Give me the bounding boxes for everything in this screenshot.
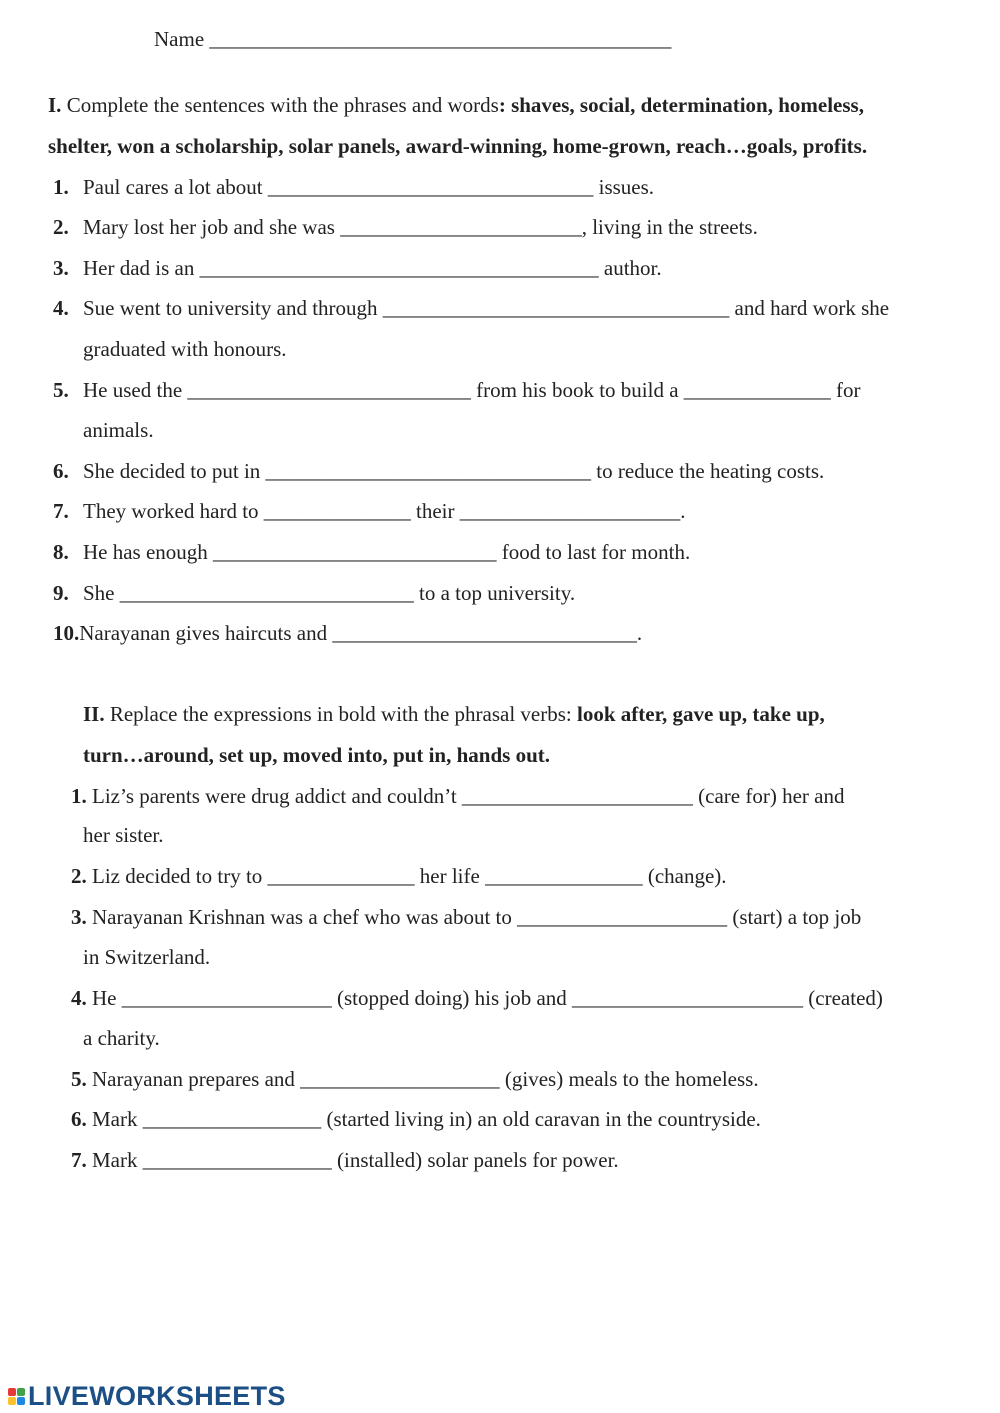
part2-instruction-line1: [83, 701, 825, 727]
part2-item: [71, 863, 727, 889]
part1-instruction: Complete the sentences with the phrases and words: [61, 93, 499, 117]
part2-instruction-line2: turn…around, set up, moved into, put in, hands out.: [83, 743, 550, 767]
part1-item: [53, 255, 662, 281]
part1-item: [53, 498, 686, 524]
part2-item-continuation: [83, 944, 210, 970]
item-number: 4.: [53, 296, 69, 320]
item-text[interactable]: He has enough ___________________________ food to last for month.: [83, 540, 691, 564]
item-text[interactable]: Liz decided to try to ______________ her life _______________ (change).: [86, 864, 727, 888]
item-text[interactable]: Mary lost her job and she was _______________________, living in the streets.: [83, 215, 758, 239]
item-number: 8.: [53, 540, 69, 564]
part1-item-continuation: [53, 336, 287, 362]
part1-item-continuation: [53, 417, 154, 443]
item-text[interactable]: Narayanan Krishnan was a chef who was about to ____________________ (start) a top job: [86, 905, 862, 929]
logo-tile: [17, 1397, 25, 1405]
part1-instruction-line2: shelter, won a scholarship, solar panels, award-winning, home-grown, reach…goals, profits.: [48, 134, 868, 158]
part1-item: [53, 458, 824, 484]
item-number: 1.: [71, 784, 87, 808]
part2-item-continuation: [83, 1025, 160, 1051]
item-number: 2.: [53, 215, 69, 239]
item-number: 10.: [53, 621, 80, 645]
part2-item: [71, 985, 883, 1011]
item-text[interactable]: Her dad is an ______________________________________ author.: [83, 256, 662, 280]
item-text[interactable]: He ____________________ (stopped doing) his job and ______________________ (created): [86, 986, 883, 1010]
item-number: 3.: [53, 256, 69, 280]
item-text[interactable]: Liz’s parents were drug addict and couldn’t ______________________ (care for) her and: [86, 784, 845, 808]
item-text[interactable]: Mark _________________ (started living in) an old caravan in the countryside.: [86, 1107, 761, 1131]
part1-item: [53, 580, 575, 606]
item-text[interactable]: Narayanan gives haircuts and _____________________________.: [79, 621, 643, 645]
item-text[interactable]: They worked hard to ______________ their _____________________.: [83, 499, 686, 523]
item-number: 5.: [53, 378, 69, 402]
logo-text: LIVEWORKSHEETS: [28, 1380, 286, 1411]
item-text[interactable]: She decided to put in _______________________________ to reduce the heating costs.: [83, 459, 825, 483]
part1-roman: I.: [48, 93, 62, 117]
item-number: 2.: [71, 864, 87, 888]
item-number: 3.: [71, 905, 87, 929]
part1-item: [53, 214, 758, 240]
item-text: graduated with honours.: [83, 337, 287, 361]
part1-item: [53, 295, 889, 321]
part2-words-1: look after, gave up, take up,: [577, 702, 825, 726]
name-line: [154, 26, 671, 52]
part1-item: [53, 174, 654, 200]
item-number: 7.: [71, 1148, 87, 1172]
part2-item: [71, 1106, 761, 1132]
item-number: 9.: [53, 581, 69, 605]
name-input[interactable]: ____________________________________________: [209, 27, 672, 51]
item-text: her sister.: [83, 823, 164, 847]
part2-roman: II.: [83, 702, 105, 726]
item-number: 5.: [71, 1067, 87, 1091]
item-text[interactable]: Sue went to university and through _________________________________ and hard work she: [83, 296, 890, 320]
part2-item: [71, 1066, 759, 1092]
part2-instruction: Replace the expressions in bold with the phrasal verbs:: [104, 702, 577, 726]
item-text: in Switzerland.: [83, 945, 211, 969]
part2-item-continuation: [83, 822, 163, 848]
item-text[interactable]: He used the ___________________________ from his book to build a ______________ for: [83, 378, 861, 402]
item-number: 6.: [53, 459, 69, 483]
name-label: Name: [154, 27, 205, 51]
item-text[interactable]: She ____________________________ to a top university.: [83, 581, 576, 605]
item-text[interactable]: Narayanan prepares and ___________________ (gives) meals to the homeless.: [86, 1067, 759, 1091]
liveworksheets-logo: [8, 1381, 286, 1411]
part1-words-1: : shaves, social, determination, homeless,: [498, 93, 864, 117]
part1-item: [53, 620, 642, 646]
part1-instruction-line1: [48, 92, 864, 118]
logo-tile: [8, 1397, 16, 1405]
part2-item: [71, 783, 844, 809]
item-text[interactable]: Mark __________________ (installed) solar panels for power.: [86, 1148, 619, 1172]
part2-item: [71, 1147, 619, 1173]
logo-tile: [8, 1388, 16, 1396]
part1-item: [53, 377, 861, 403]
item-text: animals.: [83, 418, 154, 442]
item-number: 1.: [53, 175, 69, 199]
part2-item: [71, 904, 861, 930]
logo-tile: [17, 1388, 25, 1396]
item-text[interactable]: Paul cares a lot about _______________________________ issues.: [83, 175, 655, 199]
item-text: a charity.: [83, 1026, 160, 1050]
part1-item: [53, 539, 690, 565]
item-number: 6.: [71, 1107, 87, 1131]
item-number: 4.: [71, 986, 87, 1010]
item-number: 7.: [53, 499, 69, 523]
logo-icon: [8, 1388, 25, 1405]
